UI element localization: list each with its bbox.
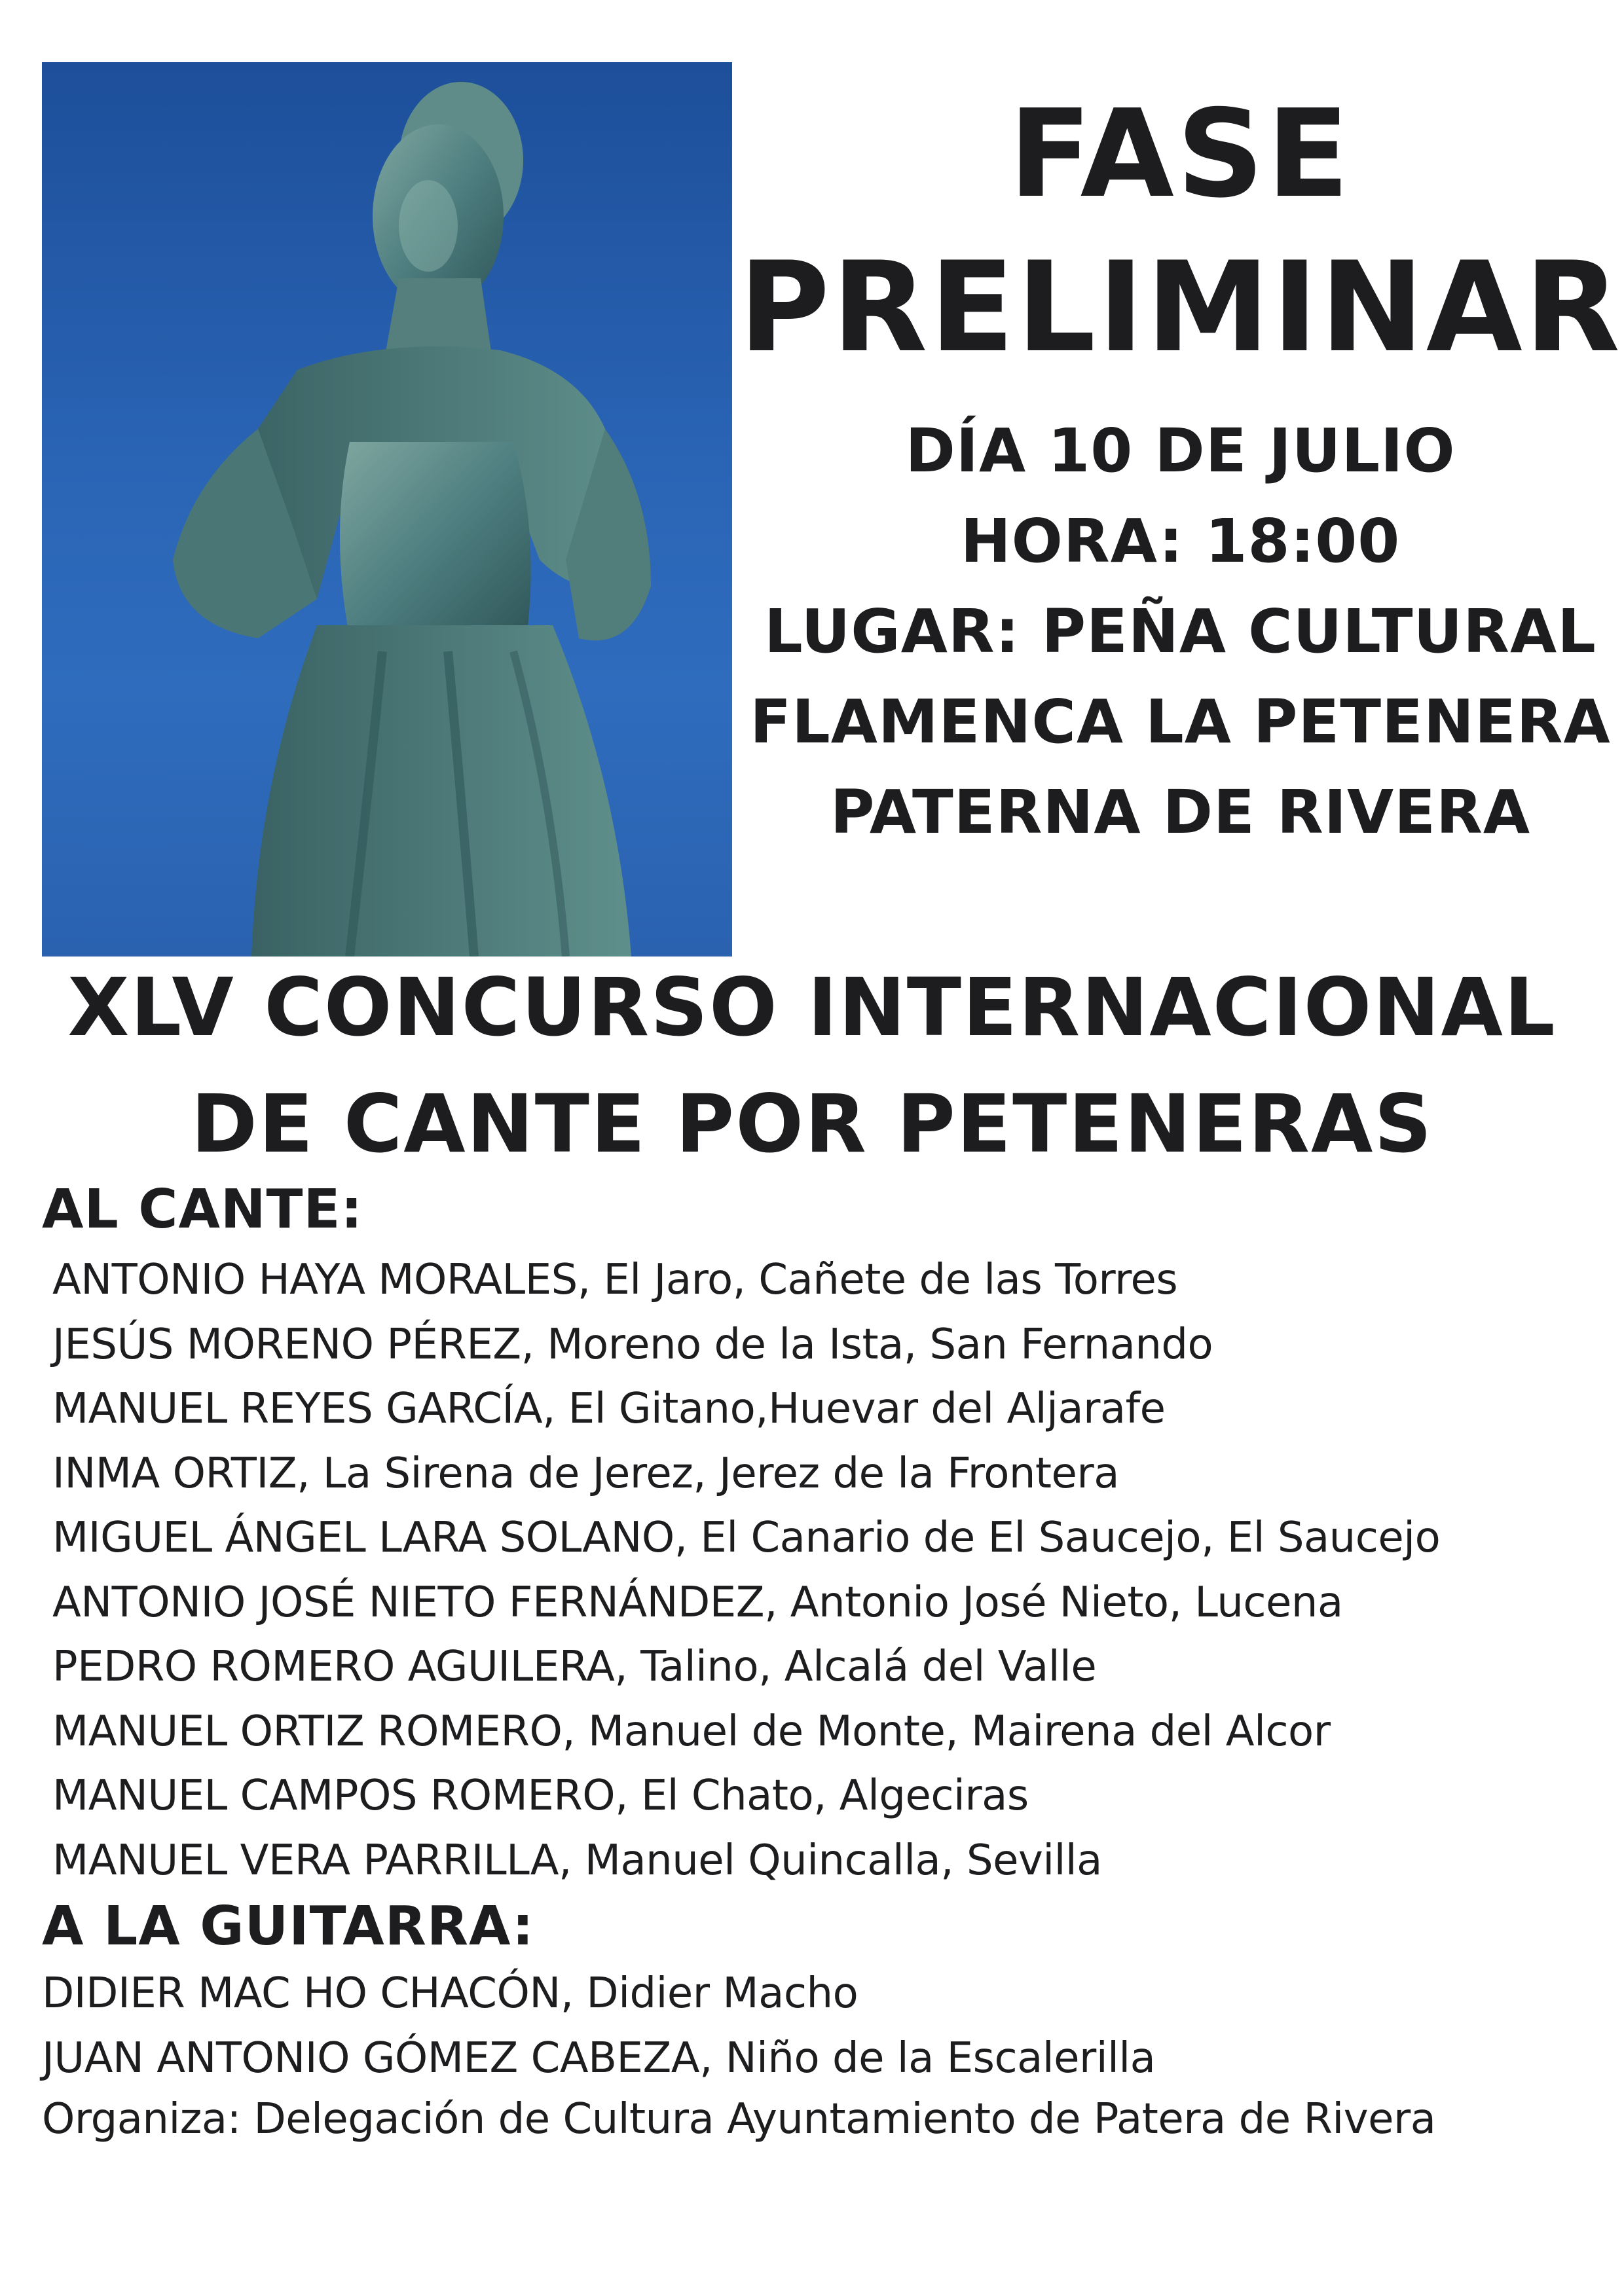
al-cante-heading: AL CANTE: <box>42 1178 363 1241</box>
list-item: MANUEL REYES GARCÍA, El Gitano,Huevar del Aljarafe <box>52 1385 1166 1433</box>
statue-illustration <box>42 62 732 957</box>
list-item: INMA ORTIZ, La Sirena de Jerez, Jerez de la Frontera <box>52 1449 1119 1498</box>
list-item: ANTONIO JOSÉ NIETO FERNÁNDEZ, Antonio José Nieto, Lucena <box>52 1578 1343 1627</box>
a-la-guitarra-heading: A LA GUITARRA: <box>42 1895 534 1958</box>
a-la-guitarra-list <box>42 1961 1155 2090</box>
list-item: PEDRO ROMERO AGUILERA, Talino, Alcalá del Valle <box>52 1643 1097 1691</box>
list-item: MANUEL VERA PARRILLA, Manuel Quincalla, Sevilla <box>52 1836 1102 1885</box>
organizer-credit: Organiza: Delegación de Cultura Ayuntamiento de Patera de Rivera <box>42 2095 1436 2143</box>
title-line-1: FASE <box>1008 83 1352 225</box>
event-info <box>737 65 1624 858</box>
list-item: JUAN ANTONIO GÓMEZ CABEZA, Niño de la Escalerilla <box>42 2033 1156 2083</box>
list-item: MANUEL CAMPOS ROMERO, El Chato, Algeciras <box>52 1772 1029 1820</box>
list-item: ANTONIO HAYA MORALES, El Jaro, Cañete de las Torres <box>52 1256 1178 1304</box>
event-place-line-2: FLAMENCA LA PETENERA <box>750 687 1611 757</box>
list-item: MIGUEL ÁNGEL LARA SOLANO, El Canario de El Saucejo, El Saucejo <box>52 1514 1441 1562</box>
contest-title-line-1: XLV CONCURSO INTERNACIONAL <box>67 961 1557 1054</box>
statue-photo <box>42 62 732 957</box>
list-item: JESÚS MORENO PÉREZ, Moreno de la Ista, San Fernando <box>52 1320 1213 1369</box>
contest-title-line-2: DE CANTE POR PETENERAS <box>191 1078 1433 1171</box>
title-line-2: PRELIMINAR <box>738 235 1623 380</box>
event-time: HORA: 18:00 <box>960 506 1401 576</box>
al-cante-list <box>52 1248 1440 1893</box>
contest-title <box>0 949 1624 1182</box>
event-details <box>737 406 1624 858</box>
event-place-line-1: LUGAR: PEÑA CULTURAL <box>764 596 1596 666</box>
list-item: MANUEL ORTIZ ROMERO, Manuel de Monte, Mairena del Alcor <box>52 1707 1331 1756</box>
list-item: DIDIER MAC HO CHACÓN, Didier Macho <box>42 1969 858 2018</box>
event-place-line-3: PATERNA DE RIVERA <box>830 777 1531 847</box>
event-date: DÍA 10 DE JULIO <box>905 416 1456 486</box>
